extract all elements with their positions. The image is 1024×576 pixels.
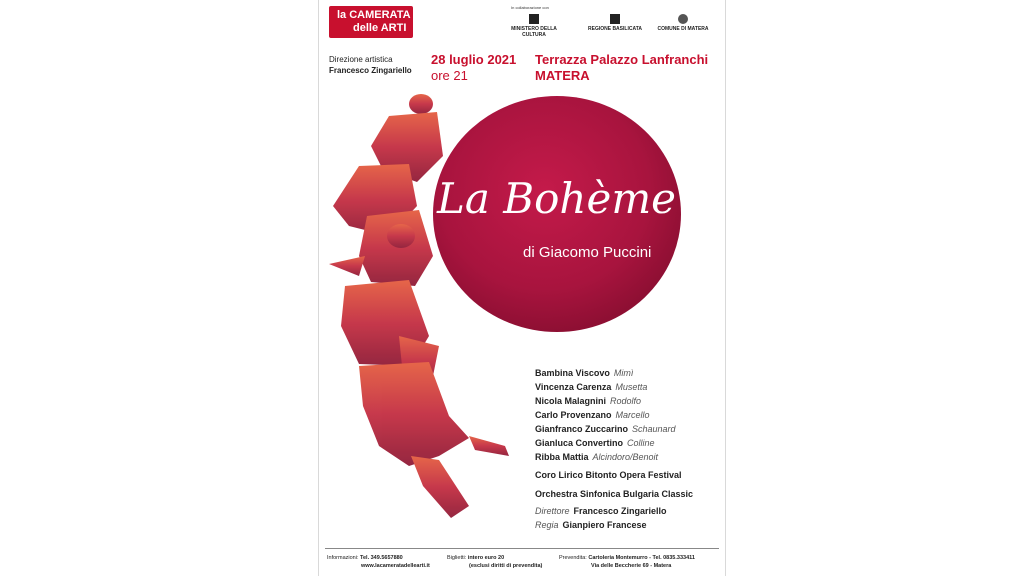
cast-name: Nicola Malagnini — [535, 396, 607, 406]
partner-comune — [655, 14, 711, 32]
cast-row — [535, 408, 676, 422]
camerata-logo — [329, 6, 413, 38]
conductor-credit — [535, 506, 667, 516]
info-web[interactable]: www.lacameratadellearti.it — [361, 563, 430, 569]
cast-row — [535, 394, 676, 408]
tickets-price: intero euro 20 — [467, 555, 505, 561]
event-time: ore 21 — [431, 68, 468, 83]
footer-presale — [559, 554, 695, 570]
info-tel: Tel. 349.5657880 — [360, 555, 403, 561]
partner-ministero — [507, 14, 561, 38]
footer-info — [327, 554, 430, 570]
comune-crest-icon — [678, 14, 688, 24]
partner-name: MINISTERO DELLA CULTURA — [511, 26, 557, 38]
collab-label: In collaborazione con — [511, 5, 549, 10]
presale-shop: Cartoleria Montemurro - Tel. 0835.333411 — [588, 555, 695, 561]
direction-label: Direzione artistica — [329, 55, 393, 64]
presale-label: Prevendita: — [559, 555, 587, 561]
cast-name: Gianluca Convertino — [535, 438, 624, 448]
partner-name: COMUNE DI MATERA — [657, 26, 709, 32]
cast-row — [535, 450, 676, 464]
cast-row — [535, 366, 676, 380]
logo-line-1: la CAMERATA — [337, 9, 411, 21]
cast-role: Alcindoro/Benoit — [592, 452, 659, 462]
event-date: 28 luglio 2021 — [431, 52, 517, 67]
presale-address: Via delle Beccherie 69 - Matera — [591, 563, 672, 569]
cast-role: Mimì — [613, 368, 634, 378]
cast-role: Musetta — [615, 382, 648, 392]
tickets-label: Biglietti: — [447, 555, 467, 561]
conductor-name: Francesco Zingariello — [573, 506, 667, 516]
cast-role: Schaunard — [632, 424, 676, 434]
venue-name: Terrazza Palazzo Lanfranchi — [535, 52, 709, 67]
info-label: Informazioni: — [327, 555, 359, 561]
conductor-label: Direttore — [535, 506, 570, 516]
director-name: Gianpiero Francese — [562, 520, 647, 530]
logo-line-2: delle ARTI — [353, 22, 407, 34]
orchestra: Orchestra Sinfonica Bulgaria Classic — [535, 489, 694, 499]
direction-name: Francesco Zingariello — [329, 66, 412, 75]
cast-row — [535, 422, 676, 436]
concert-poster — [318, 0, 726, 576]
cast-role: Rodolfo — [610, 396, 642, 406]
footer-divider — [325, 548, 719, 549]
ministero-emblem-icon — [529, 14, 539, 24]
director-credit — [535, 520, 647, 530]
cast-row — [535, 380, 676, 394]
partner-regione — [587, 14, 643, 32]
regione-emblem-icon — [610, 14, 620, 24]
cast-name: Vincenza Carenza — [535, 382, 612, 392]
cast-name: Gianfranco Zuccarino — [535, 424, 629, 434]
tickets-note: (esclusi diritti di prevendita) — [469, 563, 543, 569]
event-venue — [535, 52, 708, 84]
cast-name: Bambina Viscovo — [535, 368, 610, 378]
footer-tickets — [447, 554, 542, 570]
partner-name: REGIONE BASILICATA — [588, 26, 642, 32]
cast-role: Colline — [627, 438, 655, 448]
opera-title: La Bohème — [437, 174, 677, 223]
cast-role: Marcello — [615, 410, 650, 420]
cast-name: Carlo Provenzano — [535, 410, 612, 420]
venue-city: MATERA — [535, 68, 590, 83]
artistic-direction — [329, 54, 412, 76]
choir: Coro Lirico Bitonto Opera Festival — [535, 470, 682, 480]
director-label: Regia — [535, 520, 559, 530]
cast-list — [535, 366, 676, 464]
opera-composer: di Giacomo Puccini — [523, 244, 652, 261]
cast-row — [535, 436, 676, 450]
cast-name: Ribba Mattia — [535, 452, 589, 462]
